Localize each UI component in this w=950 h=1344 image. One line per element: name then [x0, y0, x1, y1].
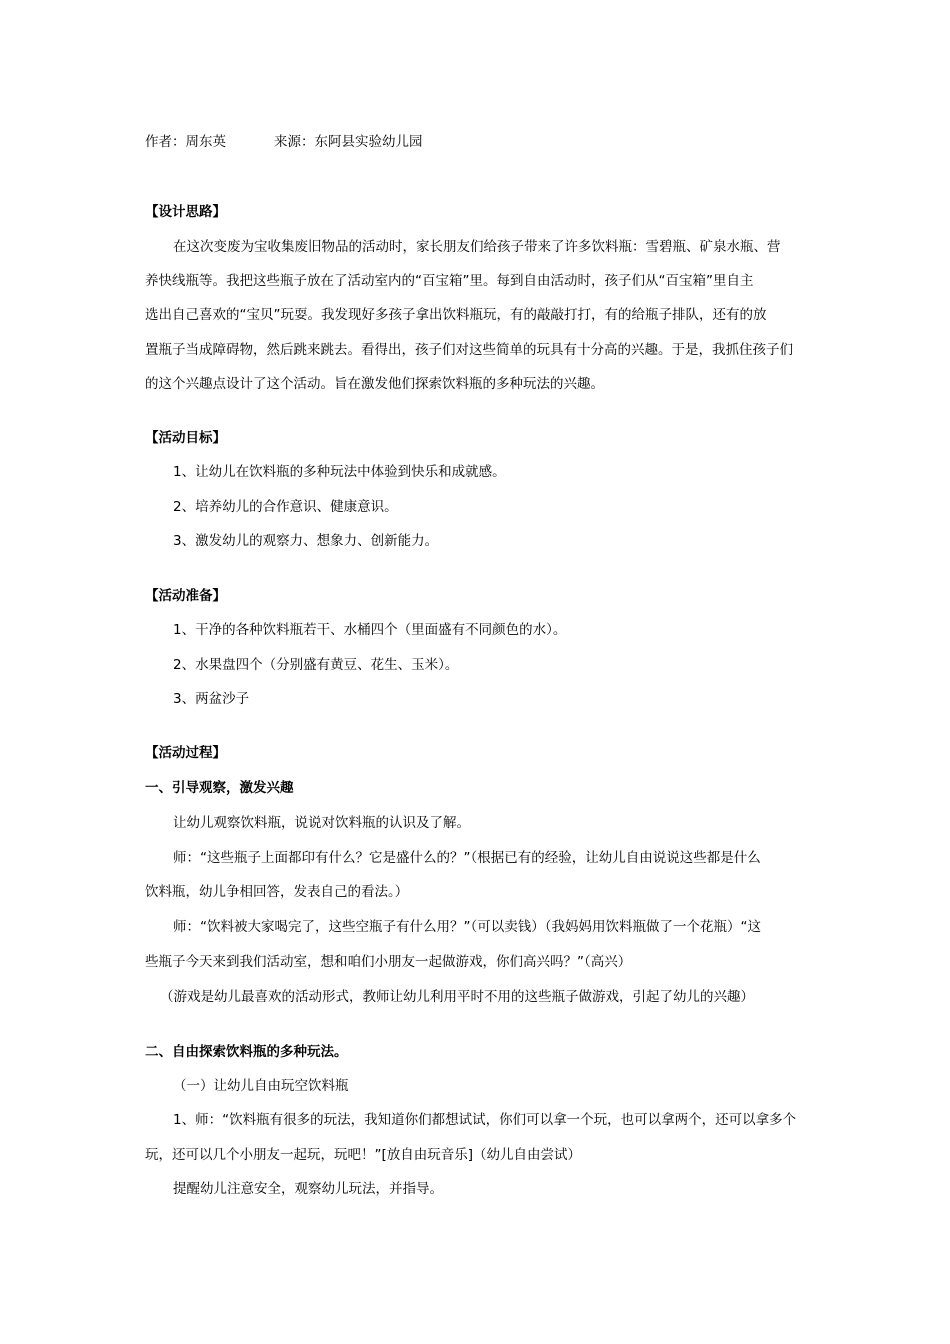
section-heading-prep: 【活动准备】: [145, 588, 226, 604]
meta-line: [145, 130, 423, 150]
paragraph-line: 置瓶子当成障碍物，然后跳来跳去。看得出，孩子们对这些简单的玩具有十分高的兴趣。于是，我抓住孩子们: [145, 342, 793, 358]
list-item: 1、让幼儿在饮料瓶的多种玩法中体验到快乐和成就感。: [173, 464, 506, 480]
paragraph-line: 玩，还可以几个小朋友一起玩，玩吧！”[放自由玩音乐]（幼儿自由尝试）: [145, 1147, 582, 1163]
paragraph-line: 些瓶子今天来到我们活动室，想和咱们小朋友一起做游戏，你们高兴吗？”（高兴）: [145, 954, 632, 970]
list-item: 1、干净的各种饮料瓶若干、水桶四个（里面盛有不同颜色的水）。: [173, 622, 567, 638]
section-heading-process: 【活动过程】: [145, 745, 226, 761]
list-item: 2、水果盘四个（分别盛有黄豆、花生、玉米）。: [173, 657, 459, 673]
paragraph-line: 师：“饮料被大家喝完了，这些空瓶子有什么用？”（可以卖钱）（我妈妈用饮料瓶做了一个花瓶）“这: [173, 919, 761, 935]
subsection-title: 二、自由探索饮料瓶的多种玩法。: [145, 1044, 348, 1060]
paragraph-line: 选出自己喜欢的“宝贝”玩耍。我发现好多孩子拿出饮料瓶玩，有的敲敲打打，有的给瓶子排队，还有的放: [145, 307, 767, 323]
list-item: 3、两盆沙子: [173, 691, 250, 707]
section-heading-goals: 【活动目标】: [145, 430, 226, 446]
paragraph-line: 养快线瓶等。我把这些瓶子放在了活动室内的“百宝箱”里。每到自由活动时，孩子们从“百宝箱”里自主: [145, 273, 754, 289]
paragraph-line: 让幼儿观察饮料瓶，说说对饮料瓶的认识及了解。: [173, 815, 470, 831]
subsection-title: 一、引导观察，激发兴趣: [145, 780, 294, 796]
section-heading-design: 【设计思路】: [145, 204, 226, 220]
paragraph-line: 在这次变废为宝收集废旧物品的活动时，家长朋友们给孩子带来了许多饮料瓶：雪碧瓶、矿泉水瓶、营: [173, 239, 781, 255]
paragraph-line: 的这个兴趣点设计了这个活动。旨在激发他们探索饮料瓶的多种玩法的兴趣。: [145, 376, 604, 392]
list-item: 2、培养幼儿的合作意识、健康意识。: [173, 499, 398, 515]
author: 作者：周东英: [145, 134, 226, 150]
paragraph-line: （一）让幼儿自由玩空饮料瓶: [173, 1078, 349, 1094]
paragraph-line: 饮料瓶，幼儿争相回答，发表自己的看法。）: [145, 884, 409, 900]
paragraph-line: 提醒幼儿注意安全，观察幼儿玩法，并指导。: [173, 1181, 443, 1197]
paragraph-line: 1、师：“饮料瓶有很多的玩法，我知道你们都想试试，你们可以拿一个玩，也可以拿两个，还可以拿多个: [173, 1112, 797, 1128]
source: 来源：东阿县实验幼儿园: [274, 134, 423, 150]
paragraph-line: （游戏是幼儿最喜欢的活动形式，教师让幼儿利用平时不用的这些瓶子做游戏，引起了幼儿的兴趣）: [160, 989, 754, 1005]
list-item: 3、激发幼儿的观察力、想象力、创新能力。: [173, 533, 439, 549]
paragraph-line: 师：“这些瓶子上面都印有什么？它是盛什么的？”（根据已有的经验，让幼儿自由说说这些都是什么: [173, 850, 761, 866]
